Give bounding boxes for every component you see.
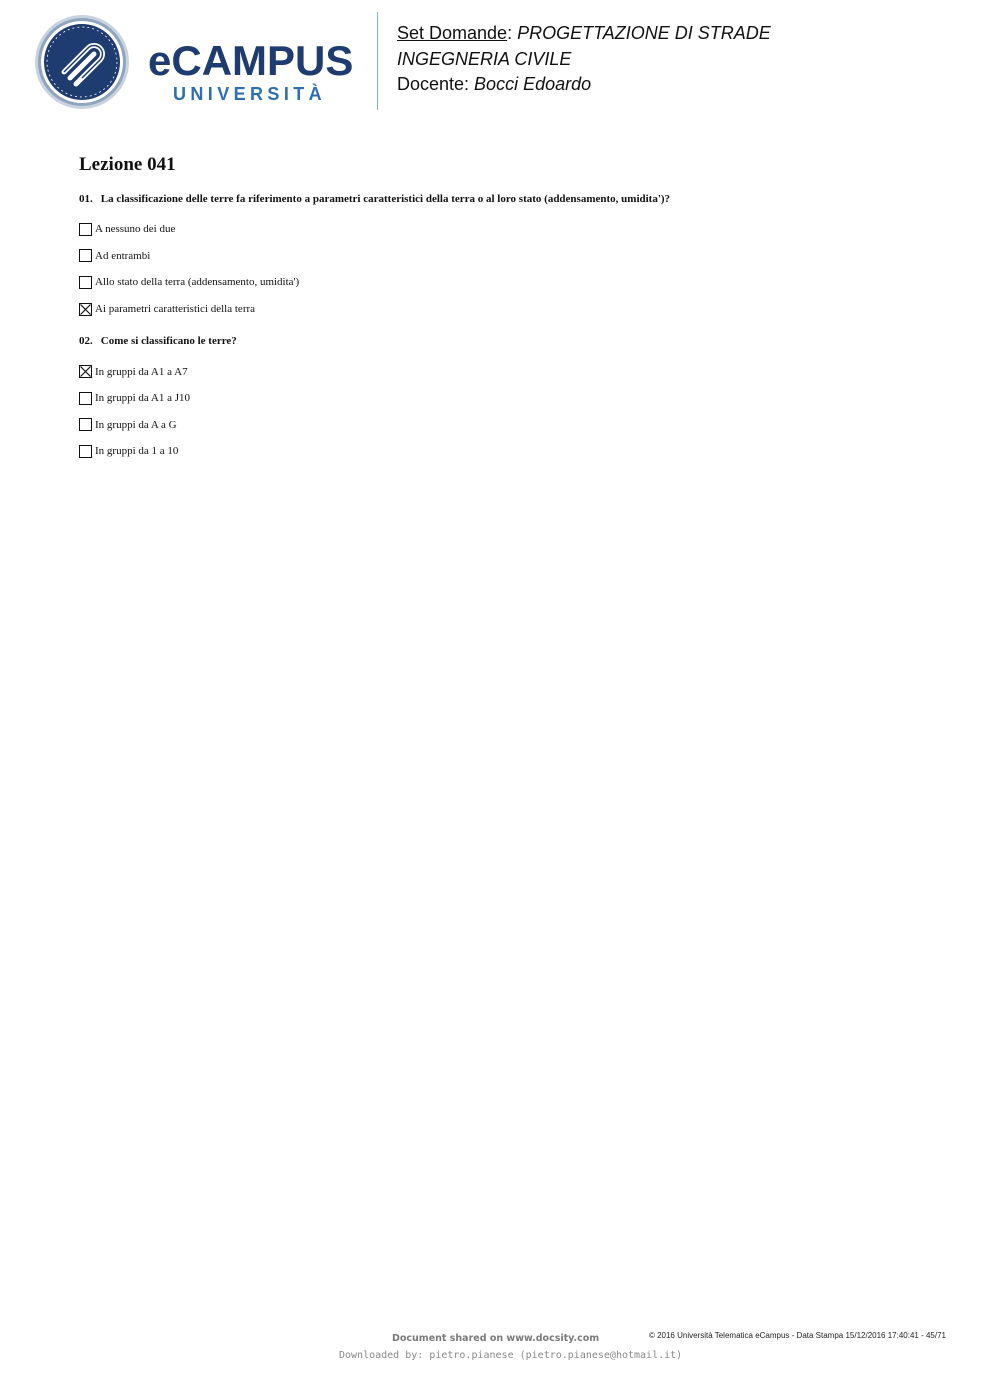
- document-header: [0, 0, 1000, 115]
- answer-option[interactable]: [79, 358, 959, 385]
- course-name: INGEGNERIA CIVILE: [397, 48, 572, 69]
- check-x-icon: [80, 304, 91, 315]
- checkbox[interactable]: [79, 418, 92, 431]
- teacher-label: Docente:: [397, 74, 475, 94]
- checkbox[interactable]: [79, 276, 92, 289]
- answer-label: Ad entrambi: [95, 249, 151, 262]
- answer-option[interactable]: [79, 216, 959, 243]
- checkbox-checked[interactable]: [79, 365, 92, 378]
- answer-option[interactable]: [79, 412, 959, 439]
- docsity-shared-note: Document shared on www.docsity.com: [392, 1333, 600, 1344]
- answer-list: [79, 358, 959, 464]
- question-block: [79, 334, 959, 464]
- lesson-title: Lezione 041: [79, 154, 176, 175]
- answer-option[interactable]: [79, 243, 959, 270]
- lesson-content: [79, 152, 959, 465]
- brand-name: eCAMPUS: [148, 37, 354, 84]
- downloaded-by-note: Downloaded by: pietro.pianese (pietro.pianese@hotmail.it): [339, 1350, 683, 1361]
- question-text: [79, 334, 959, 348]
- spacer: [79, 322, 959, 334]
- answer-label: Ai parametri caratteristici della terra: [95, 303, 256, 316]
- checkbox[interactable]: [79, 392, 92, 405]
- answer-option[interactable]: [79, 269, 959, 296]
- header-divider: [377, 12, 378, 110]
- question-label: Come si classificano le terre?: [100, 335, 237, 348]
- teacher-name: Bocci Edoardo: [474, 74, 592, 94]
- question-block: [79, 192, 959, 322]
- answer-option[interactable]: [79, 385, 959, 412]
- answer-list: [79, 216, 959, 322]
- set-title-line: [397, 21, 771, 47]
- checkbox[interactable]: [79, 223, 92, 236]
- checkbox[interactable]: [79, 249, 92, 262]
- check-x-icon: [80, 366, 91, 377]
- answer-label: In gruppi da A1 a A7: [95, 365, 188, 378]
- set-info: [397, 21, 771, 98]
- checkbox-checked[interactable]: [79, 303, 92, 316]
- set-separator: :: [507, 23, 518, 43]
- question-number: 01.: [79, 193, 93, 205]
- set-title: PROGETTAZIONE DI STRADE: [517, 23, 771, 43]
- checkbox[interactable]: [79, 445, 92, 458]
- answer-option[interactable]: [79, 438, 959, 465]
- question-number: 02.: [79, 335, 93, 348]
- set-label: Set Domande: [397, 23, 508, 43]
- question-label: La classificazione delle terre fa riferimento a parametri caratteristici della terra o al loro stato (addensamento, umidita')?: [100, 193, 671, 205]
- brand-subtitle: UNIVERSITÀ: [173, 84, 327, 104]
- answer-option[interactable]: [79, 296, 959, 323]
- answer-label: A nessuno dei due: [95, 223, 176, 236]
- answer-label: In gruppi da A a G: [95, 418, 177, 431]
- answer-label: Allo stato della terra (addensamento, umidita'): [95, 276, 300, 289]
- answer-label: In gruppi da 1 a 10: [95, 445, 179, 458]
- question-text: [79, 192, 959, 206]
- copyright-footer: © 2016 Università Telematica eCampus - Data Stampa 15/12/2016 17:40:41 - 45/71: [648, 1331, 946, 1340]
- answer-label: In gruppi da A1 a J10: [95, 392, 191, 405]
- ecampus-seal-logo: [34, 14, 130, 115]
- course-line: [397, 47, 771, 73]
- teacher-line: [397, 72, 771, 98]
